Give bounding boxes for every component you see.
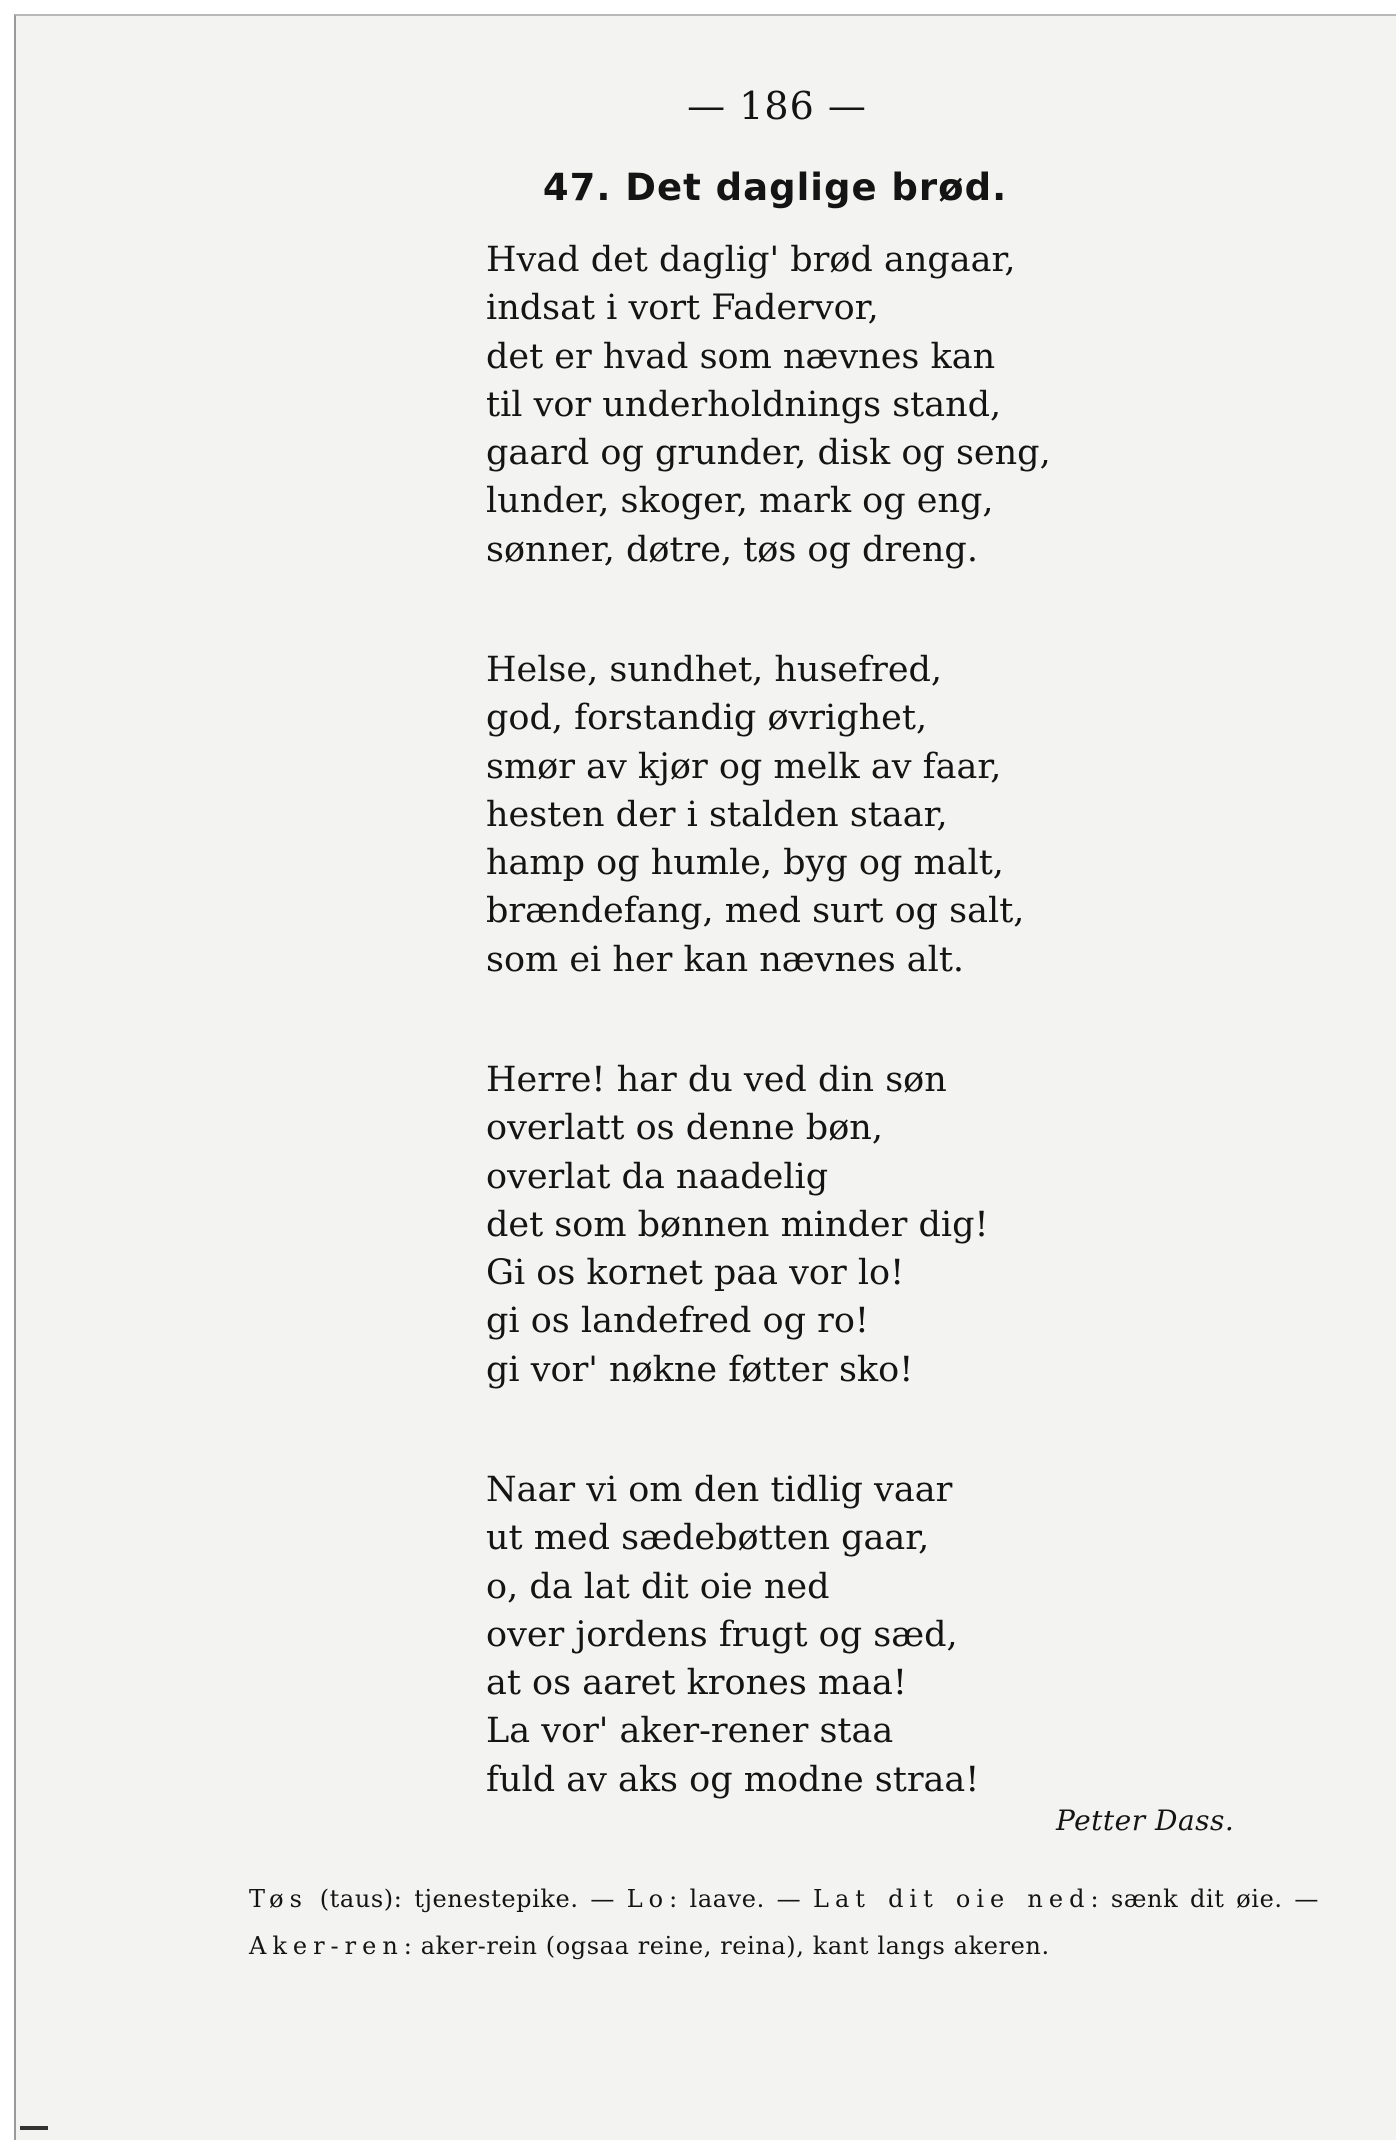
stanza-4 (486, 1466, 979, 1804)
verse-line: gi os landefred og ro! (486, 1301, 870, 1342)
verse-line: Hvad det daglig' brød angaar, (486, 240, 1016, 280)
verse-line: hesten der i stalden staar, (486, 794, 948, 835)
verse-line: god, forstandig øvrighet, (486, 698, 928, 739)
stanza-3 (486, 1056, 989, 1394)
verse-line: sønner, døtre, tøs og dreng. (486, 529, 978, 570)
verse-line: som ei her kan nævnes alt. (486, 939, 965, 980)
verse-line: over jordens frugt og sæd, (486, 1614, 958, 1655)
stanza-2 (486, 646, 1024, 984)
scan-mark (20, 2126, 48, 2130)
verse-line: gi vor' nøkne føtter sko! (486, 1349, 914, 1390)
book-page (14, 14, 1396, 2140)
footnote-term: Aker-ren (249, 1932, 404, 1960)
verse-line: overlatt os denne bøn, (486, 1108, 883, 1149)
verse-line: Naar vi om den tidlig vaar (486, 1470, 953, 1510)
footnote-term: Tøs (249, 1885, 308, 1913)
verse-line: o, da lat dit oie ned (486, 1566, 830, 1607)
verse-line: indsat i vort Fadervor, (486, 288, 879, 329)
footnote-text: : sænk dit øie. — (1090, 1885, 1319, 1913)
author-signature: Petter Dass. (1056, 1804, 1235, 1837)
verse-line: Herre! har du ved din søn (486, 1060, 947, 1100)
footnote-term: Lat dit oie ned (813, 1885, 1091, 1913)
footnote (249, 1876, 1319, 1970)
verse-line: at os aaret krones maa! (486, 1663, 907, 1704)
verse-line: ut med sædebøtten gaar, (486, 1518, 930, 1559)
footnote-term: Lo (626, 1885, 670, 1913)
verse-line: det som bønnen minder dig! (486, 1204, 989, 1245)
verse-line: lunder, skoger, mark og eng, (486, 481, 994, 522)
verse-line: til vor underholdnings stand, (486, 384, 1002, 425)
verse-line: smør av kjør og melk av faar, (486, 746, 1002, 787)
verse-line: fuld av aks og modne straa! (486, 1759, 980, 1800)
footnote-text: : aker-rein (ogsaa reine, reina), kant langs akeren. (403, 1932, 1050, 1960)
verse-line: La vor' aker-rener staa (486, 1711, 894, 1752)
verse-line: det er hvad som nævnes kan (486, 336, 996, 377)
page-number: — 186 — (687, 84, 867, 128)
verse-line: Helse, sundhet, husefred, (486, 650, 943, 690)
verse-line: overlat da naadelig (486, 1156, 829, 1197)
verse-line: gaard og grunder, disk og seng, (486, 433, 1051, 474)
stanza-1 (486, 236, 1051, 574)
verse-line: brændefang, med surt og salt, (486, 891, 1025, 932)
poem-title: 47. Det daglige brød. (542, 166, 1008, 209)
verse-line: hamp og humle, byg og malt, (486, 843, 1004, 884)
footnote-text: (taus): tjenestepike. — (307, 1885, 627, 1913)
verse-line: Gi os kornet paa vor lo! (486, 1253, 905, 1294)
footnote-text: : laave. — (669, 1885, 813, 1913)
